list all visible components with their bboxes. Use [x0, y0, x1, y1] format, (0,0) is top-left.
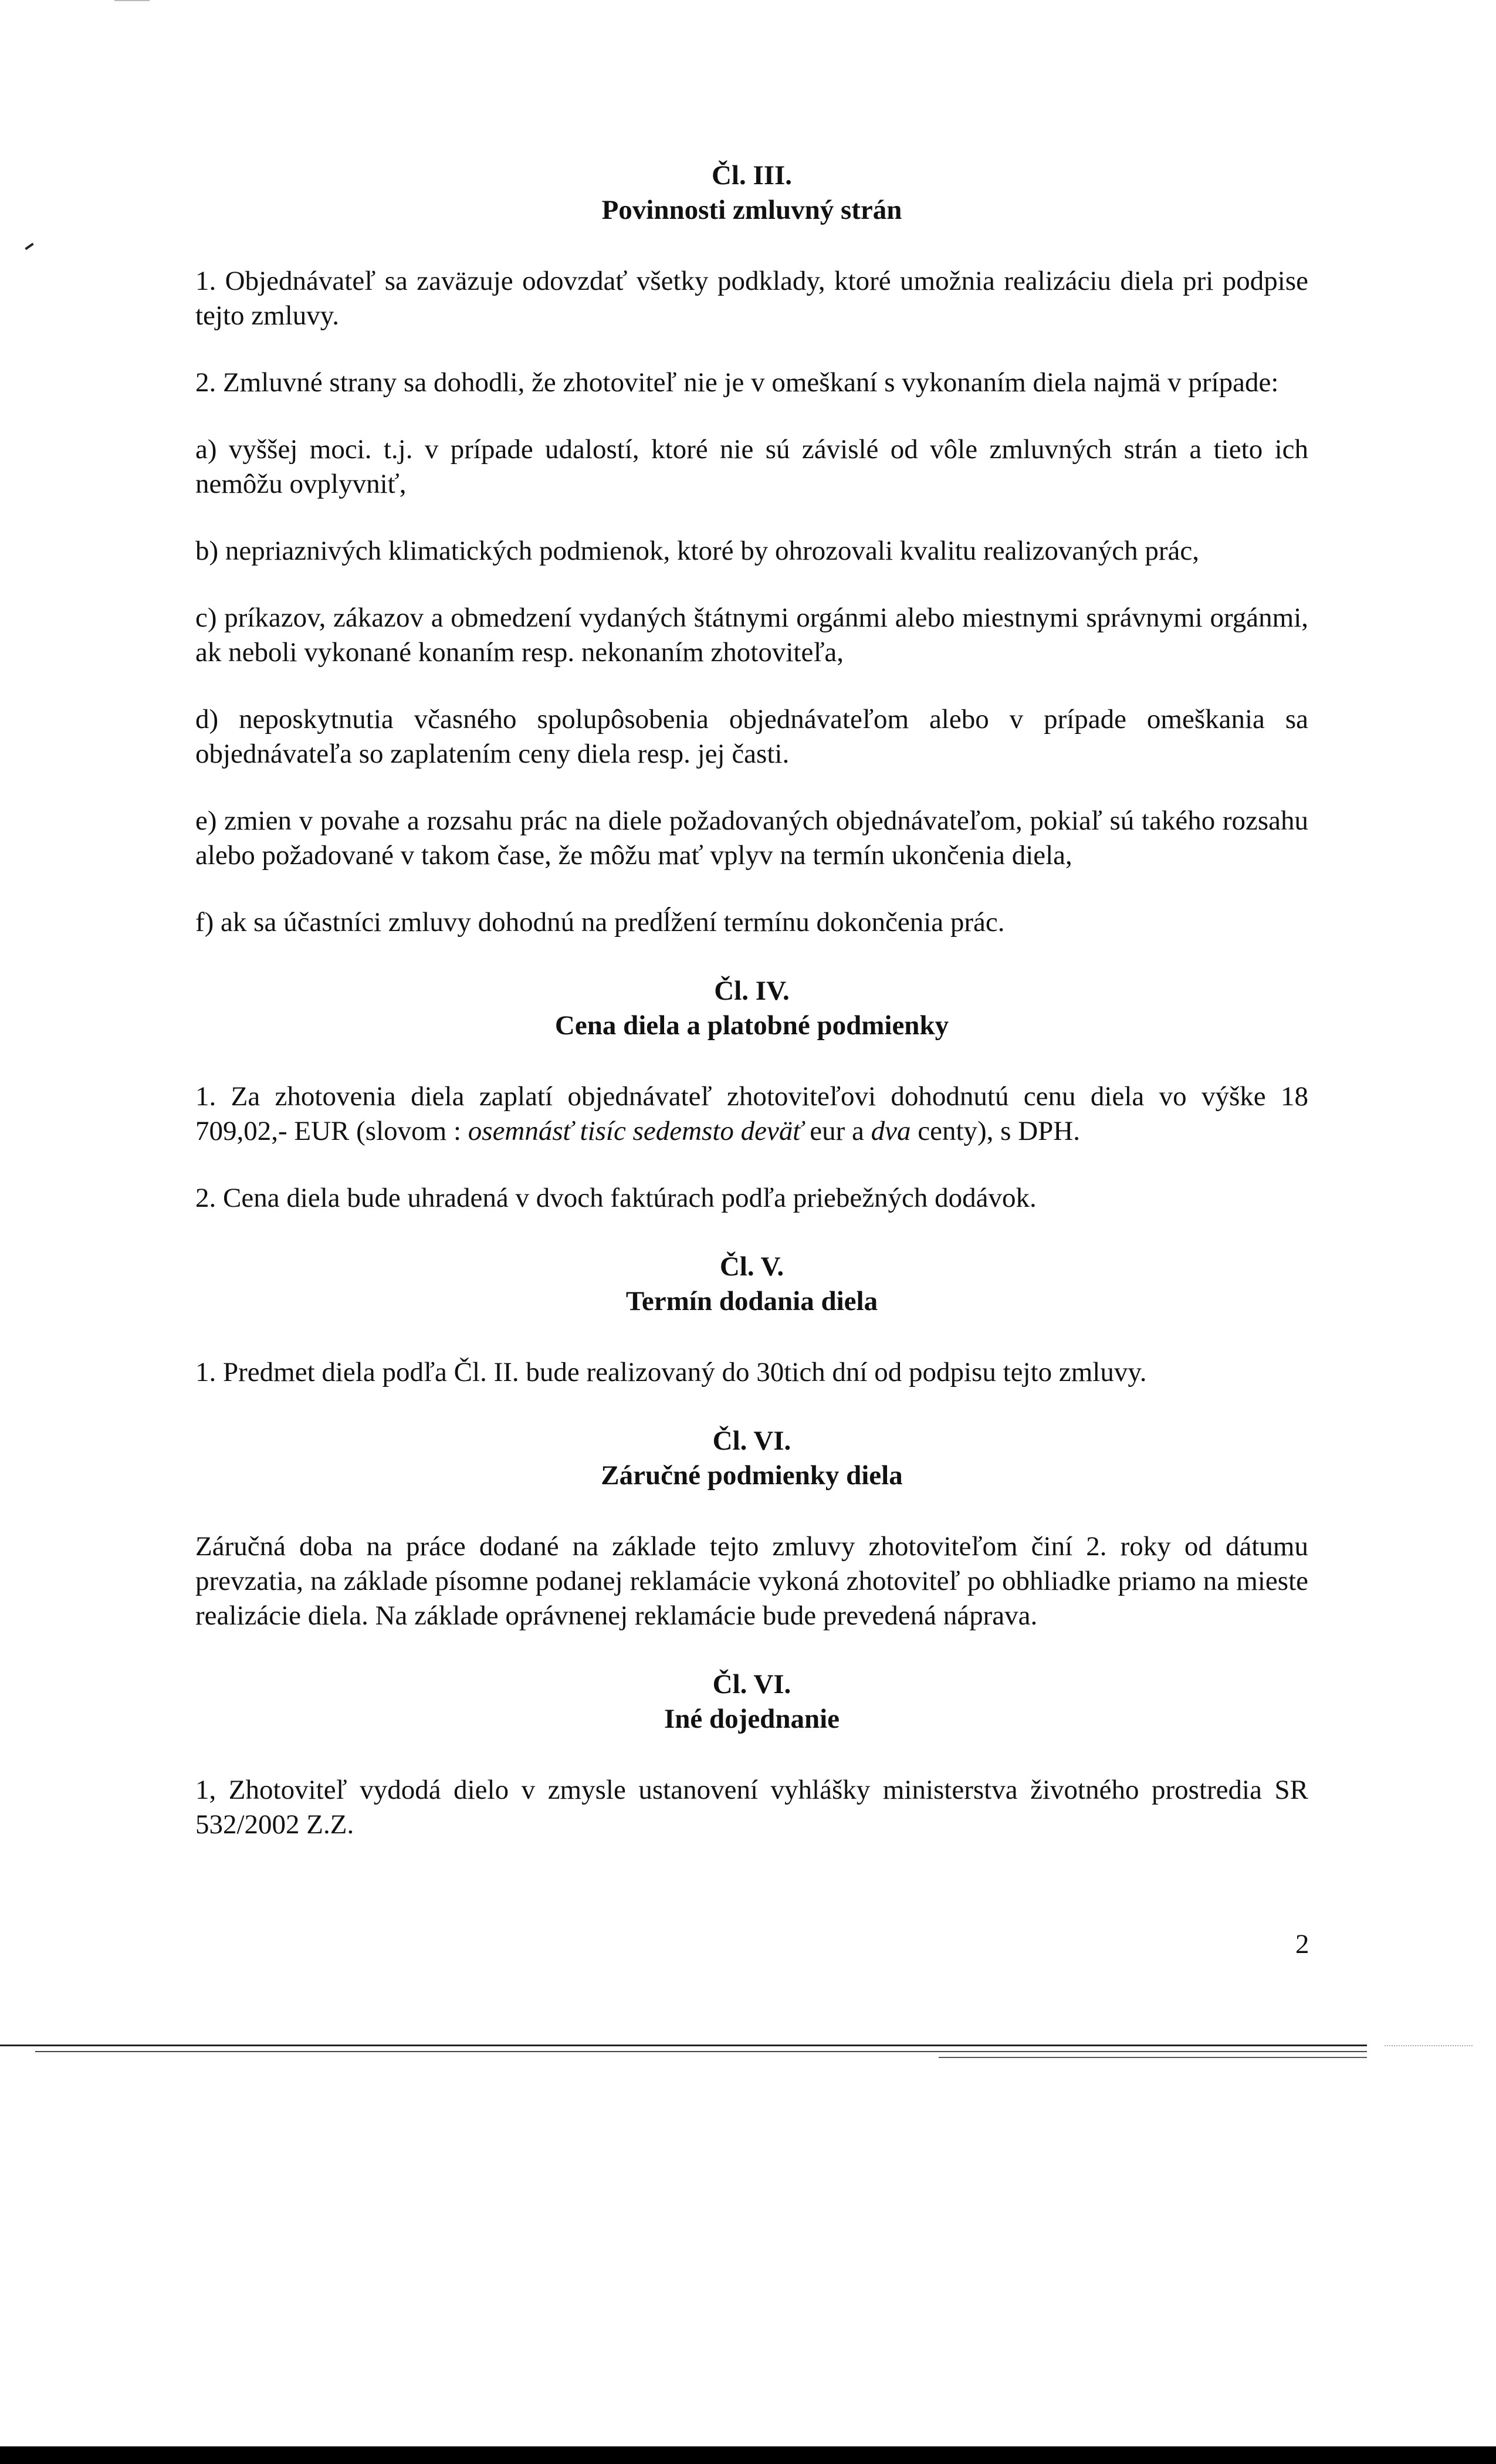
scan-mark: [25, 243, 33, 250]
section-heading: [195, 974, 1308, 1043]
section-number: Čl. IV.: [714, 976, 790, 1006]
section-title: Termín dodania diela: [625, 1286, 878, 1316]
paragraph: a) vyššej moci. t.j. v prípade udalostí, ktoré nie sú závislé od vôle zmluvných strán a tieto ich nemôžu ovplyvniť,: [195, 434, 1308, 499]
paragraph: d) neposkytnutia včasného spolupôsobenia objednávateľom alebo v prípade omeškania sa objednávateľa so zaplatením ceny diela resp. jej časti.: [195, 704, 1308, 769]
paragraph: 1. Predmet diela podľa Čl. II. bude realizovaný do 30tich dní od podpisu tejto zmluvy.: [195, 1357, 1147, 1387]
scan-mark: [114, 0, 150, 1]
section-title: Cena diela a platobné podmienky: [554, 1010, 949, 1041]
price-text: centy), s DPH.: [911, 1116, 1080, 1146]
page-number: 2: [1295, 1929, 1309, 1959]
section-title: Záručné podmienky diela: [601, 1460, 903, 1491]
section-number: Čl. VI.: [712, 1669, 791, 1700]
price-text: 1. Za zhotovenia diela zaplatí objednávateľ zhotoviteľovi dohodnutú cenu diela vo výške 18 709,02,- EUR (slovom :: [195, 1081, 1308, 1146]
section-number: Čl. V.: [719, 1251, 784, 1282]
document-body: [195, 158, 1308, 1842]
scan-bottom-bar: [0, 2446, 1496, 2464]
section-title: Povinnosti zmluvný strán: [601, 195, 902, 225]
price-text: eur a: [803, 1116, 871, 1146]
section-heading: [195, 158, 1308, 228]
paragraph: 1, Zhotoviteľ vydodá dielo v zmysle ustanovení vyhlášky ministerstva životného prostredia SR 532/2002 Z.Z.: [195, 1775, 1308, 1840]
cents-in-words: dva: [871, 1116, 911, 1146]
paragraph: f) ak sa účastníci zmluvy dohodnú na predĺžení termínu dokončenia prác.: [195, 907, 1005, 937]
section-number: Čl. III.: [711, 160, 793, 191]
scan-edge-line: [939, 2057, 1367, 2058]
paragraph: 2. Cena diela bude uhradená v dvoch faktúrach podľa priebežných dodávok.: [195, 1183, 1037, 1213]
price-paragraph: [195, 1079, 1308, 1149]
paragraph: b) nepriaznivých klimatických podmienok, ktoré by ohrozovali kvalitu realizovaných prác,: [195, 536, 1200, 566]
section-number: Čl. VI.: [712, 1426, 791, 1456]
section-heading: [195, 1424, 1308, 1493]
section-heading: [195, 1250, 1308, 1319]
section-heading: [195, 1667, 1308, 1737]
scan-edge-line: [35, 2051, 1367, 2052]
price-in-words: osemnásť tisíc sedemsto deväť: [468, 1116, 803, 1146]
paragraph: e) zmien v povahe a rozsahu prác na diele požadovaných objednávateľom, pokiaľ sú takého rozsahu alebo požadované v takom čase, že môžu mať vplyv na termín ukončenia diela,: [195, 805, 1308, 871]
scan-edge-dots: [1385, 2045, 1473, 2047]
paragraph: 2. Zmluvné strany sa dohodli, že zhotoviteľ nie je v omeškaní s vykonaním diela najmä v prípade:: [195, 367, 1279, 398]
paragraph: 1. Objednávateľ sa zaväzuje odovzdať všetky podklady, ktoré umožnia realizáciu diela pri podpise tejto zmluvy.: [195, 266, 1308, 331]
section-title: Iné dojednanie: [664, 1704, 840, 1734]
paragraph: Záručná doba na práce dodané na základe tejto zmluvy zhotoviteľom činí 2. roky od dátumu prevzatia, na základe písomne podanej reklamácie vykoná zhotoviteľ po obhliadke priamo na mieste realizácie diela. Na základe oprávnenej reklamácie bude prevedená náprava.: [195, 1531, 1308, 1631]
paragraph: c) príkazov, zákazov a obmedzení vydaných štátnymi orgánmi alebo miestnymi správnymi orgánmi, ak neboli vykonané konaním resp. nekonaním zhotoviteľa,: [195, 603, 1308, 668]
scan-edge-line: [0, 2045, 1367, 2046]
